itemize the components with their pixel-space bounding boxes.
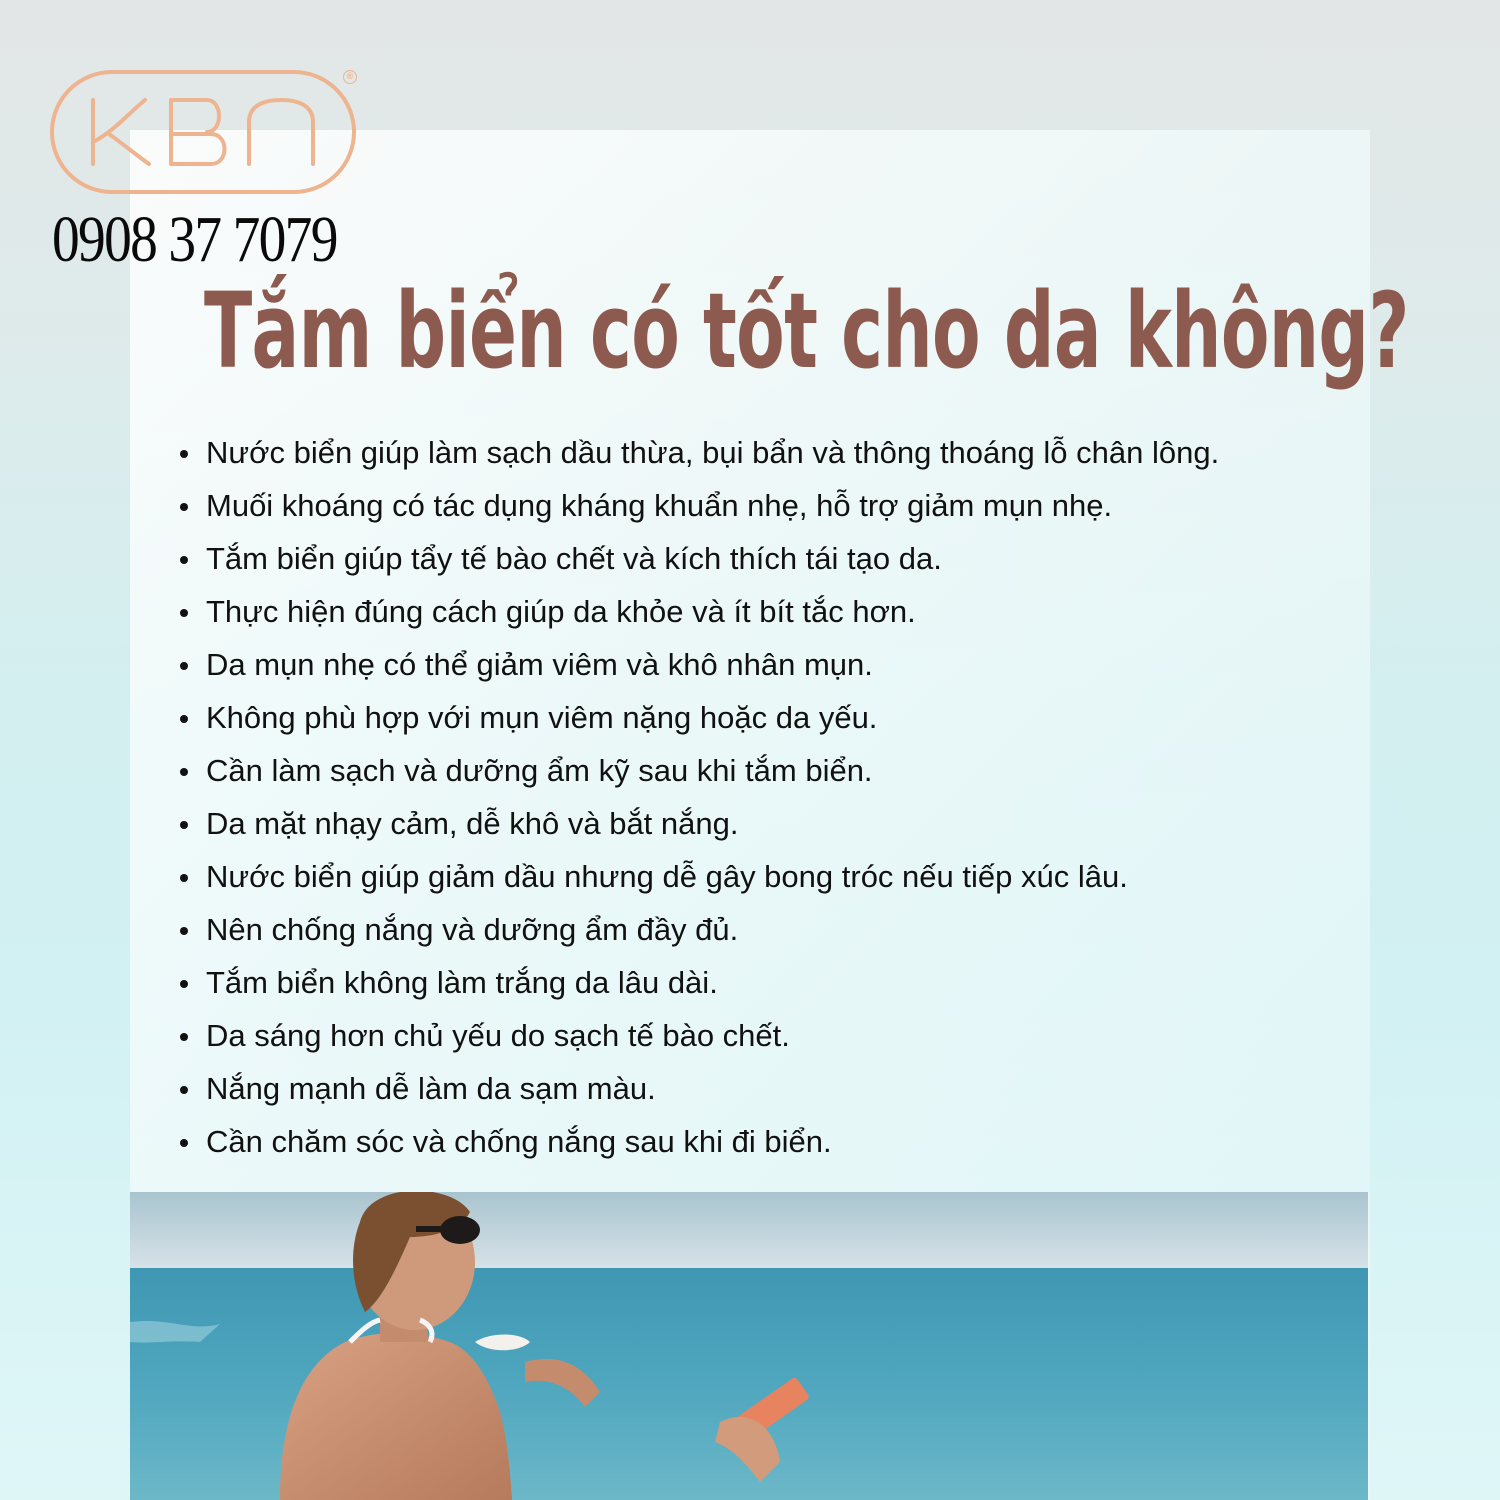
list-item: Không phù hợp với mụn viêm nặng hoặc da yếu.: [176, 691, 1219, 744]
beach-woman-illustration: [130, 1192, 1370, 1500]
list-item: Da mặt nhạy cảm, dễ khô và bắt nắng.: [176, 797, 1219, 850]
list-item: Da sáng hơn chủ yếu do sạch tế bào chết.: [176, 1009, 1219, 1062]
kbn-logo: [50, 70, 356, 194]
list-item: Thực hiện đúng cách giúp da khỏe và ít bít tắc hơn.: [176, 585, 1219, 638]
list-item: Tắm biển giúp tẩy tế bào chết và kích thích tái tạo da.: [176, 532, 1219, 585]
list-item: Nước biển giúp giảm dầu nhưng dễ gây bong tróc nếu tiếp xúc lâu.: [176, 850, 1219, 903]
beach-photo: [130, 1192, 1370, 1500]
list-item: Nước biển giúp làm sạch dầu thừa, bụi bẩn và thông thoáng lỗ chân lông.: [176, 426, 1219, 479]
registered-mark: ®: [343, 70, 357, 84]
kbn-logo-mark: [83, 92, 323, 172]
list-item: Cần làm sạch và dưỡng ẩm kỹ sau khi tắm biển.: [176, 744, 1219, 797]
list-item: Nắng mạnh dễ làm da sạm màu.: [176, 1062, 1219, 1115]
list-item: Nên chống nắng và dưỡng ẩm đầy đủ.: [176, 903, 1219, 956]
phone-number: 0908 37 7079: [52, 203, 337, 276]
list-item: Tắm biển không làm trắng da lâu dài.: [176, 956, 1219, 1009]
list-item: Da mụn nhẹ có thể giảm viêm và khô nhân mụn.: [176, 638, 1219, 691]
benefit-list: [176, 426, 1219, 1168]
list-item: Cần chăm sóc và chống nắng sau khi đi biển.: [176, 1115, 1219, 1168]
page-title: Tắm biển có tốt cho da không?: [204, 270, 1409, 392]
list-item: Muối khoáng có tác dụng kháng khuẩn nhẹ, hỗ trợ giảm mụn nhẹ.: [176, 479, 1219, 532]
